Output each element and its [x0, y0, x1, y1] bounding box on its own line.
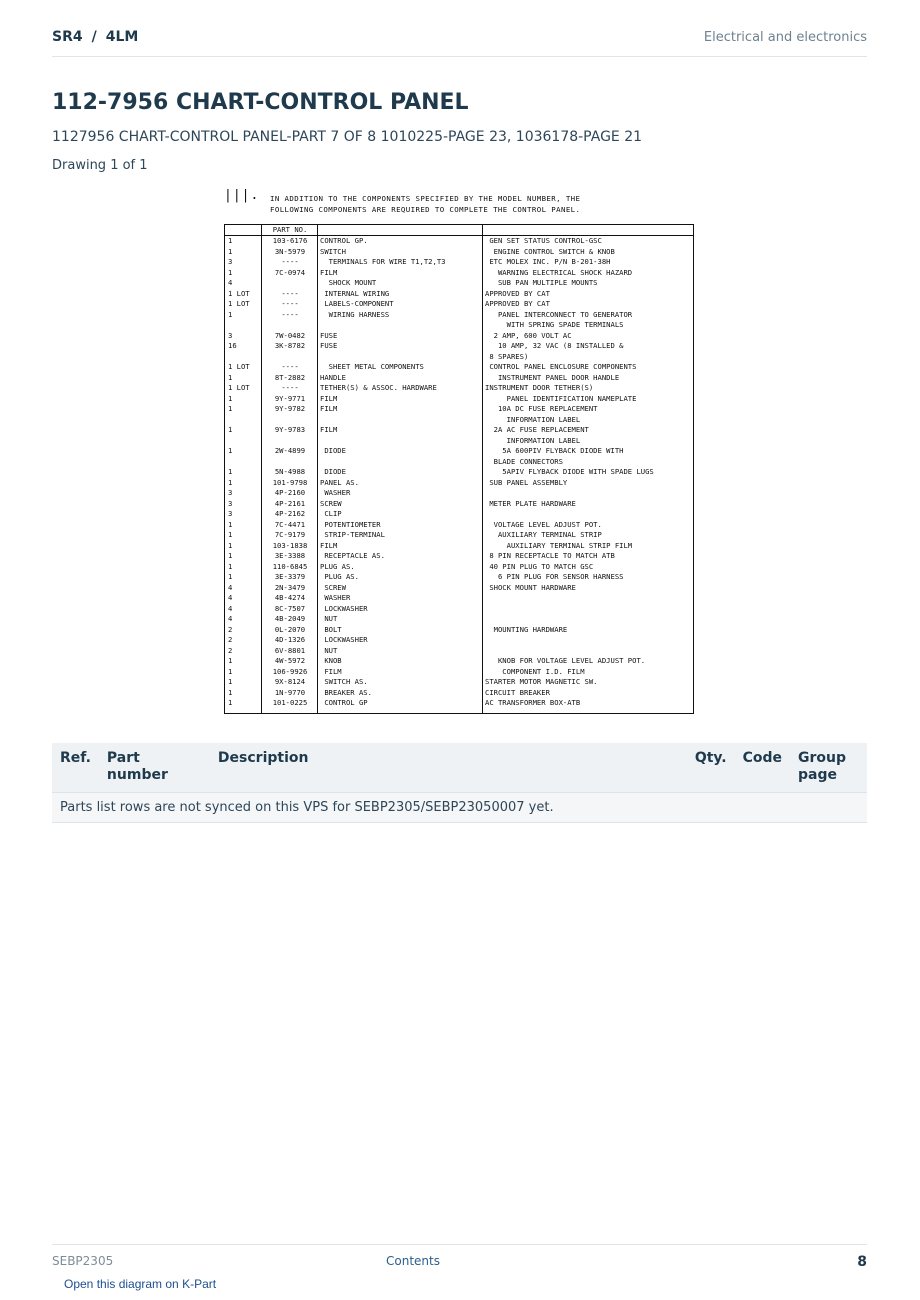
- row-part-number: 9X-8124: [274, 677, 306, 686]
- column-qty: Qty.: [687, 743, 735, 793]
- row-remark: 5APIV FLYBACK DIODE WITH SPADE LUGS: [485, 467, 654, 476]
- drawing-row: [225, 394, 693, 405]
- row-qty: 1: [228, 572, 233, 581]
- row-part-number: 4P-2160: [274, 488, 306, 497]
- part-no-header: PART NO.: [272, 225, 308, 234]
- row-qty: 1: [228, 698, 233, 707]
- row-part-number: ----: [281, 362, 299, 371]
- row-part-number: ----: [281, 383, 299, 392]
- drawing-row: [225, 509, 693, 520]
- row-description: FILM: [320, 393, 338, 403]
- page-header: [52, 0, 867, 57]
- row-description: SWITCH: [320, 246, 346, 256]
- row-part-number: 103-6176: [272, 236, 308, 245]
- row-description: DIODE: [320, 446, 346, 455]
- drawing-row: [225, 404, 693, 415]
- row-part-number: 1N-9770: [274, 687, 306, 697]
- row-description: PLUG AS.: [320, 572, 359, 581]
- row-remark: BLADE CONNECTORS: [485, 456, 563, 466]
- row-part-number: 4B-2049: [274, 614, 306, 623]
- drawing-row: [225, 383, 693, 394]
- row-part-number: 3N-5979: [274, 246, 306, 256]
- row-part-number: 3K-8782: [274, 341, 306, 350]
- row-description: WASHER: [320, 488, 351, 497]
- row-remark: AC TRANSFORMER BOX-ATB: [485, 698, 581, 707]
- row-remark: PANEL INTERCONNECT TO GENERATOR: [485, 309, 633, 319]
- breadcrumb-separator: /: [91, 29, 97, 45]
- breadcrumb-serial-prefix[interactable]: 4LM: [105, 29, 139, 45]
- row-qty: 1 LOT: [228, 383, 250, 392]
- row-remark: VOLTAGE LEVEL ADJUST POT.: [485, 519, 602, 529]
- row-qty: 1: [228, 666, 233, 676]
- row-remark: METER PLATE HARDWARE: [485, 498, 576, 508]
- drawing-row: [225, 593, 693, 604]
- drawing-row: [225, 425, 693, 436]
- row-qty: 1: [228, 519, 233, 529]
- document-id: SEBP2305: [52, 1254, 114, 1268]
- drawing-row: [225, 688, 693, 699]
- drawing-parts-table: [224, 224, 694, 714]
- row-description: FILM: [320, 425, 338, 434]
- row-remark: WITH SPRING SPADE TERMINALS: [485, 320, 624, 329]
- row-part-number: 8C-7507: [274, 603, 306, 613]
- drawing-row: [225, 551, 693, 562]
- row-qty: 3: [228, 330, 233, 340]
- parts-list-table: [52, 743, 867, 823]
- row-qty: 3: [228, 488, 233, 497]
- row-qty: 4: [228, 593, 233, 602]
- row-description: SCREW: [320, 498, 342, 508]
- row-qty: 1 LOT: [228, 299, 250, 308]
- drawing-row: [225, 530, 693, 541]
- column-group-page: Group page: [790, 743, 867, 793]
- drawing-row: [225, 415, 693, 426]
- row-remark: KNOB FOR VOLTAGE LEVEL ADJUST POT.: [485, 656, 646, 665]
- row-qty: 1: [228, 425, 233, 434]
- drawing-row: [225, 677, 693, 688]
- row-remark: GEN SET STATUS CONTROL-GSC: [485, 236, 602, 245]
- row-remark: STARTER MOTOR MAGNETIC SW.: [485, 677, 598, 686]
- row-part-number: 110-6845: [272, 561, 308, 571]
- row-part-number: 4P-2162: [274, 509, 306, 518]
- row-qty: 1: [228, 267, 233, 277]
- row-part-number: 4B-4274: [274, 593, 306, 602]
- row-qty: 1: [228, 656, 233, 665]
- page-subtitle: 1127956 CHART-CONTROL PANEL-PART 7 OF 8 1010225-PAGE 23, 1036178-PAGE 21: [52, 129, 643, 145]
- drawing-label: Drawing 1 of 1: [52, 158, 148, 173]
- drawing-rows: [225, 236, 693, 709]
- row-qty: 4: [228, 614, 233, 623]
- row-part-number: 9Y-9783: [274, 425, 306, 434]
- row-part-number: 101-0225: [272, 698, 308, 707]
- row-description: SCREW: [320, 582, 346, 592]
- row-qty: 4: [228, 278, 233, 287]
- row-qty: 1 LOT: [228, 288, 250, 298]
- row-part-number: 4D-1326: [274, 635, 306, 644]
- drawing-row: [225, 446, 693, 457]
- row-qty: 2: [228, 635, 233, 644]
- row-description: WASHER: [320, 593, 351, 602]
- row-remark: CIRCUIT BREAKER: [485, 687, 550, 697]
- drawing-row: [225, 436, 693, 447]
- parts-list-message: Parts list rows are not synced on this VPS for SEBP2305/SEBP23050007 yet.: [52, 793, 867, 823]
- row-qty: 3: [228, 257, 233, 266]
- row-remark: SUB PAN MULTIPLE MOUNTS: [485, 278, 598, 287]
- row-part-number: 9Y-9771: [274, 393, 306, 403]
- row-qty: 1: [228, 404, 233, 413]
- row-part-number: 8T-2882: [274, 372, 306, 382]
- row-part-number: 2N-3479: [274, 582, 306, 592]
- open-kpart-link[interactable]: Open this diagram on K-Part: [64, 1277, 217, 1291]
- row-remark: APPROVED BY CAT: [485, 288, 550, 298]
- row-remark: 8 PIN RECEPTACLE TO MATCH ATB: [485, 551, 615, 560]
- row-description: CONTROL GP: [320, 698, 368, 707]
- row-remark: INFORMATION LABEL: [485, 435, 581, 445]
- drawing-row: [225, 625, 693, 636]
- row-qty: 1 LOT: [228, 362, 250, 371]
- note-line: FOLLOWING COMPONENTS ARE REQUIRED TO COMPLETE THE CONTROL PANEL.: [270, 204, 581, 214]
- row-part-number: ----: [281, 288, 299, 298]
- row-qty: 1: [228, 372, 233, 382]
- row-remark: SHOCK MOUNT HARDWARE: [485, 582, 576, 592]
- row-description: FILM: [320, 666, 342, 676]
- row-part-number: 6V-8801: [274, 645, 306, 655]
- row-qty: 16: [228, 341, 237, 350]
- drawing-row: [225, 299, 693, 310]
- row-description: TERMINALS FOR WIRE T1,T2,T3: [320, 257, 446, 266]
- row-part-number: 5N-4988: [274, 467, 306, 476]
- row-description: SHEET METAL COMPONENTS: [320, 362, 424, 371]
- row-part-number: 7W-0482: [274, 330, 306, 340]
- row-part-number: 3E-3379: [274, 572, 306, 581]
- row-part-number: 2W-4899: [274, 446, 306, 455]
- row-part-number: 7C-0974: [274, 267, 306, 277]
- row-description: BOLT: [320, 624, 342, 634]
- drawing-row: [225, 478, 693, 489]
- row-description: FILM: [320, 267, 338, 277]
- drawing-row: [225, 499, 693, 510]
- row-qty: 1: [228, 551, 233, 560]
- row-description: RECEPTACLE AS.: [320, 551, 385, 560]
- drawing-row: [225, 698, 693, 709]
- note-marker: |||.: [224, 188, 260, 203]
- row-remark: APPROVED BY CAT: [485, 299, 550, 308]
- row-description: CONTROL GP.: [320, 236, 368, 245]
- drawing-row: [225, 310, 693, 321]
- row-description: LOCKWASHER: [320, 635, 368, 644]
- row-description: CLIP: [320, 509, 342, 518]
- row-remark: 2A AC FUSE REPLACEMENT: [485, 425, 589, 434]
- drawing-row: [225, 289, 693, 300]
- note-line: IN ADDITION TO THE COMPONENTS SPECIFIED BY THE MODEL NUMBER, THE: [270, 194, 581, 203]
- drawing-row: [225, 341, 693, 352]
- row-description: HANDLE: [320, 372, 346, 382]
- drawing-row: [225, 268, 693, 279]
- row-remark: COMPONENT I.D. FILM: [485, 666, 585, 676]
- row-remark: AUXILIARY TERMINAL STRIP FILM: [485, 540, 633, 550]
- row-part-number: 9Y-9782: [274, 404, 306, 413]
- drawing-row: [225, 604, 693, 615]
- drawing-row: [225, 331, 693, 342]
- row-qty: 1: [228, 477, 233, 487]
- row-description: FILM: [320, 540, 338, 550]
- column-part-number: Part number: [99, 743, 210, 793]
- row-description: LABELS-COMPONENT: [320, 299, 394, 308]
- drawing-row: [225, 562, 693, 573]
- row-part-number: 103-1838: [272, 540, 308, 550]
- row-part-number: ----: [281, 257, 299, 266]
- drawing-row: [225, 373, 693, 384]
- row-qty: 1: [228, 393, 233, 403]
- row-description: WIRING HARNESS: [320, 309, 390, 319]
- drawing-row: [225, 635, 693, 646]
- row-remark: 8 SPARES): [485, 351, 529, 361]
- drawing-row: [225, 362, 693, 373]
- drawing-row: [225, 467, 693, 478]
- row-qty: 3: [228, 509, 233, 518]
- row-remark: INSTRUMENT PANEL DOOR HANDLE: [485, 372, 620, 382]
- row-remark: MOUNTING HARDWARE: [485, 624, 568, 634]
- row-description: BREAKER AS.: [320, 687, 372, 697]
- row-description: PLUG AS.: [320, 561, 355, 571]
- row-part-number: 106-9926: [272, 666, 308, 676]
- row-remark: WARNING ELECTRICAL SHOCK HAZARD: [485, 267, 633, 277]
- row-qty: 4: [228, 603, 233, 613]
- drawing-row: [225, 520, 693, 531]
- row-qty: 1: [228, 246, 233, 256]
- row-remark: SUB PANEL ASSEMBLY: [485, 477, 568, 487]
- row-description: PANEL AS.: [320, 477, 359, 487]
- drawing-row: [225, 352, 693, 363]
- drawing-row: [225, 278, 693, 289]
- row-description: DIODE: [320, 467, 346, 476]
- breadcrumb: [52, 29, 138, 45]
- drawing-row: [225, 236, 693, 247]
- row-description: POTENTIOMETER: [320, 519, 381, 529]
- row-description: FUSE: [320, 330, 338, 340]
- row-description: KNOB: [320, 656, 342, 665]
- drawing-row: [225, 656, 693, 667]
- row-part-number: ----: [281, 309, 299, 319]
- drawing-row: [225, 541, 693, 552]
- row-part-number: 101-9798: [272, 477, 308, 487]
- row-description: STRIP-TERMINAL: [320, 530, 385, 539]
- drawing-row: [225, 667, 693, 678]
- row-qty: 1: [228, 530, 233, 539]
- chart-drawing: [224, 186, 696, 716]
- drawing-row: [225, 488, 693, 499]
- row-description: LOCKWASHER: [320, 603, 368, 613]
- row-part-number: 4P-2161: [274, 498, 306, 508]
- row-qty: 1: [228, 561, 233, 571]
- column-description: Description: [210, 743, 687, 793]
- row-remark: ETC MOLEX INC. P/N B-201-38H: [485, 257, 611, 266]
- row-remark: 10 AMP, 32 VAC (8 INSTALLED &: [485, 341, 624, 350]
- row-remark: AUXILIARY TERMINAL STRIP: [485, 530, 602, 539]
- row-description: TETHER(S) & ASSOC. HARDWARE: [320, 383, 437, 392]
- row-description: SHOCK MOUNT: [320, 278, 377, 287]
- row-qty: 1: [228, 236, 233, 245]
- row-part-number: 7C-4471: [274, 519, 306, 529]
- row-remark: 40 PIN PLUG TO MATCH GSC: [485, 561, 594, 571]
- column-ref: Ref.: [52, 743, 99, 793]
- row-description: NUT: [320, 645, 338, 655]
- row-qty: 2: [228, 624, 233, 634]
- row-remark: PANEL IDENTIFICATION NAMEPLATE: [485, 393, 637, 403]
- row-remark: INSTRUMENT DOOR TETHER(S): [485, 383, 594, 392]
- row-description: SWITCH AS.: [320, 677, 368, 686]
- drawing-row: [225, 614, 693, 625]
- row-remark: 2 AMP, 600 VOLT AC: [485, 330, 572, 340]
- row-qty: 1: [228, 309, 233, 319]
- drawing-row: [225, 257, 693, 268]
- row-qty: 1: [228, 467, 233, 476]
- row-remark: 6 PIN PLUG FOR SENSOR HARNESS: [485, 572, 624, 581]
- row-qty: 2: [228, 645, 233, 655]
- breadcrumb-model[interactable]: SR4: [52, 29, 83, 45]
- drawing-row: [225, 320, 693, 331]
- row-description: FILM: [320, 404, 338, 413]
- drawing-row: [225, 572, 693, 583]
- drawing-row: [225, 646, 693, 657]
- row-description: FUSE: [320, 341, 338, 350]
- row-part-number: ----: [281, 299, 299, 308]
- row-qty: 4: [228, 582, 233, 592]
- row-remark: 5A 600PIV FLYBACK DIODE WITH: [485, 446, 624, 455]
- row-part-number: 7C-9179: [274, 530, 306, 539]
- contents-link[interactable]: Contents: [386, 1254, 440, 1268]
- row-part-number: 0L-2070: [274, 624, 306, 634]
- drawing-row: [225, 247, 693, 258]
- note-text: [270, 194, 690, 215]
- page-title: 112-7956 CHART-CONTROL PANEL: [52, 90, 469, 115]
- page-number: 8: [857, 1254, 867, 1270]
- row-remark: ENGINE CONTROL SWITCH & KNOB: [485, 246, 615, 256]
- row-remark: 10A DC FUSE REPLACEMENT: [485, 404, 598, 413]
- row-qty: 1: [228, 446, 233, 455]
- row-remark: CONTROL PANEL ENCLOSURE COMPONENTS: [485, 362, 637, 371]
- row-qty: 1: [228, 540, 233, 550]
- parts-list-header-row: [52, 743, 867, 793]
- drawing-row: [225, 457, 693, 468]
- row-qty: 3: [228, 498, 233, 508]
- row-qty: 1: [228, 687, 233, 697]
- row-part-number: 4W-5972: [274, 656, 306, 665]
- row-qty: 1: [228, 677, 233, 686]
- row-description: NUT: [320, 614, 338, 623]
- section-label: Electrical and electronics: [703, 30, 867, 45]
- row-remark: INFORMATION LABEL: [485, 414, 581, 424]
- row-part-number: 3E-3388: [274, 551, 306, 560]
- drawing-row: [225, 583, 693, 594]
- row-description: INTERNAL WIRING: [320, 288, 390, 298]
- column-code: Code: [735, 743, 790, 793]
- page-footer: [52, 1244, 867, 1275]
- parts-list-message-row: [52, 793, 867, 823]
